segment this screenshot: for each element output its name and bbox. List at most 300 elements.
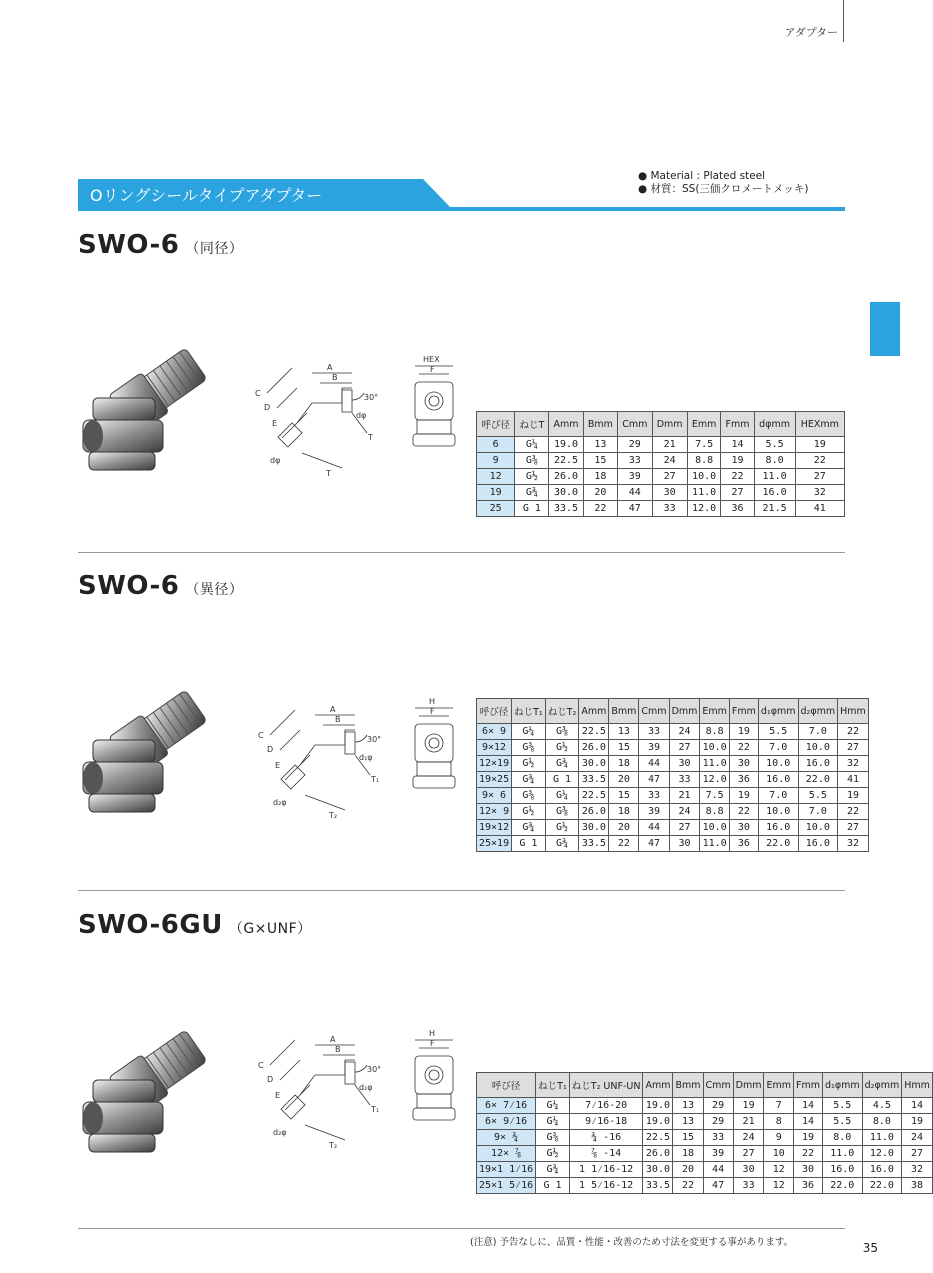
table-cell: 19 (795, 437, 844, 453)
table-cell: 27 (838, 740, 869, 756)
column-header: Cmm (703, 1073, 733, 1098)
table-cell: 14 (794, 1114, 823, 1130)
table-cell: 22 (838, 804, 869, 820)
table-cell: 27 (721, 485, 754, 501)
table-cell: 19 (729, 724, 758, 740)
table-cell: G½ (536, 1146, 570, 1162)
label-f: F (430, 1039, 435, 1048)
table-cell: G¼ (515, 437, 549, 453)
table-cell: 30.0 (579, 756, 609, 772)
spec-table-swo6gu (476, 1072, 933, 1194)
table-cell: 27 (652, 469, 687, 485)
column-header: ねじT₁ (512, 699, 546, 724)
footer-note: (注意) 予告なしに、品質・性能・改善のため寸法を変更する事があります。 (470, 1237, 794, 1248)
table-cell: 30 (669, 756, 700, 772)
table-cell: 20 (609, 820, 639, 836)
table-cell: 22.0 (862, 1178, 902, 1194)
table-cell: 26.0 (549, 469, 583, 485)
column-header: Fmm (794, 1073, 823, 1098)
section-title-swo6-same (78, 230, 243, 260)
table-cell: 10 (764, 1146, 794, 1162)
table-cell: 22.5 (549, 453, 583, 469)
table-cell: 10.0 (700, 820, 730, 836)
table-cell: 22 (729, 804, 758, 820)
table-cell: 33 (703, 1130, 733, 1146)
table-row (477, 724, 869, 740)
table-cell: 21 (733, 1114, 764, 1130)
table-cell: 27 (902, 1146, 933, 1162)
table-cell: 15 (609, 740, 639, 756)
section-title-swo6-reducer (78, 571, 243, 601)
table-cell: 33.5 (643, 1178, 673, 1194)
table-cell: 32 (795, 485, 844, 501)
table-cell: 7⁄16-20 (569, 1098, 643, 1114)
table-cell: 16.0 (758, 820, 798, 836)
table-cell: G¾ (515, 485, 549, 501)
table-cell: 8.0 (754, 453, 795, 469)
column-header: Hmm (838, 699, 869, 724)
label-e: E (275, 761, 281, 770)
table-cell: 24 (733, 1130, 764, 1146)
table-cell: 11.0 (822, 1146, 862, 1162)
table-cell: G⅜ (512, 788, 546, 804)
table-cell: 18 (583, 469, 617, 485)
table-row (477, 1130, 933, 1146)
column-header: Dmm (652, 412, 687, 437)
table-cell: G⅜ (515, 453, 549, 469)
dimension-drawing-swo6-same (252, 358, 377, 488)
column-header: Amm (549, 412, 583, 437)
table-cell: 27 (669, 820, 700, 836)
table-cell: 44 (639, 820, 669, 836)
nominal-size-cell: 25 (477, 501, 515, 517)
table-row (477, 756, 869, 772)
table-cell: 12.0 (862, 1146, 902, 1162)
table-cell: 22.0 (822, 1178, 862, 1194)
table-cell: 8.8 (700, 724, 730, 740)
table-cell: 26.0 (579, 740, 609, 756)
nominal-size-cell: 25×19 (477, 836, 512, 852)
table-cell: 11.0 (862, 1130, 902, 1146)
table-cell: 5.5 (758, 724, 798, 740)
table-cell: 32 (838, 756, 869, 772)
nominal-size-cell: 25×1 5⁄16 (477, 1178, 536, 1194)
table-cell: 16.0 (798, 756, 838, 772)
table-cell: 26.0 (643, 1146, 673, 1162)
table-row (477, 740, 869, 756)
section-subtitle: （同径） (185, 241, 244, 257)
table-cell: G¾ (545, 756, 579, 772)
table-cell: 22 (721, 469, 754, 485)
header-category-label: アダプター (784, 26, 838, 39)
table-cell: 11.0 (700, 756, 730, 772)
column-header: ねじT (515, 412, 549, 437)
table-row (477, 453, 845, 469)
table-cell: 22 (583, 501, 617, 517)
table-cell: 5.5 (798, 788, 838, 804)
label-d1phi: d₁φ (359, 753, 373, 762)
table-row (477, 485, 845, 501)
table-row (477, 1162, 933, 1178)
table-cell: 14 (721, 437, 754, 453)
table-cell: G⅜ (536, 1130, 570, 1146)
table-cell: 22.0 (758, 836, 798, 852)
table-cell: 15 (609, 788, 639, 804)
table-cell: 47 (618, 501, 652, 517)
dimension-drawing-swo6-reducer (255, 700, 380, 830)
table-cell: 22 (795, 453, 844, 469)
table-cell: 10.0 (798, 740, 838, 756)
table-cell: 8 (764, 1114, 794, 1130)
table-cell: 15 (583, 453, 617, 469)
table-cell: 11.0 (754, 469, 795, 485)
table-cell: G½ (545, 820, 579, 836)
table-cell: 11.0 (700, 836, 730, 852)
table-cell: 30 (733, 1162, 764, 1178)
table-cell: 30.0 (579, 820, 609, 836)
label-t2: T₂ (329, 811, 338, 820)
column-header: Emm (764, 1073, 794, 1098)
table-cell: G⅜ (545, 804, 579, 820)
column-header: dφmm (754, 412, 795, 437)
product-photo-swo6gu (75, 1030, 235, 1170)
table-cell: 13 (583, 437, 617, 453)
table-cell: G½ (512, 756, 546, 772)
label-f: F (430, 365, 435, 374)
column-header: d₂φmm (862, 1073, 902, 1098)
material-ja: ● 材質：SS(三価クロメートメッキ) (638, 183, 809, 195)
table-cell: 1 5⁄16-12 (569, 1178, 643, 1194)
table-cell: G¼ (512, 724, 546, 740)
table-cell: G 1 (515, 501, 549, 517)
column-header: ねじT₂ UNF-UN (569, 1073, 643, 1098)
label-d: D (264, 403, 271, 412)
table-cell: 39 (703, 1146, 733, 1162)
label-b: B (335, 1045, 341, 1054)
label-d2phi: d₂φ (273, 798, 287, 807)
label-d1phi: d₁φ (359, 1083, 373, 1092)
table-cell: 9 (764, 1130, 794, 1146)
table-cell: G¾ (545, 836, 579, 852)
nominal-size-cell: 19×25 (477, 772, 512, 788)
table-cell: 22.0 (798, 772, 838, 788)
side-index-tab (870, 302, 900, 356)
table-cell: 1 1⁄16-12 (569, 1162, 643, 1178)
table-cell: G 1 (512, 836, 546, 852)
table-cell: 27 (838, 820, 869, 836)
table-cell: 30 (729, 756, 758, 772)
table-cell: G 1 (545, 772, 579, 788)
table-cell: 22.5 (579, 724, 609, 740)
section-model: SWO-6 (78, 571, 180, 601)
header-divider (843, 0, 844, 42)
label-dphi-lower: dφ (270, 456, 281, 465)
table-cell: 20 (609, 772, 639, 788)
table-cell: 16.0 (754, 485, 795, 501)
table-cell: 16.0 (862, 1162, 902, 1178)
nominal-size-cell: 9× ¾ (477, 1130, 536, 1146)
table-cell: 22 (729, 740, 758, 756)
label-b: B (332, 373, 338, 382)
nominal-size-cell: 9×12 (477, 740, 512, 756)
table-cell: 19 (721, 453, 754, 469)
nominal-size-cell: 6 (477, 437, 515, 453)
label-e: E (272, 419, 278, 428)
column-header: 呼び径 (477, 412, 515, 437)
table-cell: 33 (652, 501, 687, 517)
column-header: d₁φmm (822, 1073, 862, 1098)
table-cell: 24 (652, 453, 687, 469)
table-cell: G½ (545, 740, 579, 756)
label-t2: T₂ (329, 1141, 338, 1150)
table-cell: 22 (794, 1146, 823, 1162)
table-row (477, 501, 845, 517)
table-cell: 22.5 (579, 788, 609, 804)
column-header: Fmm (729, 699, 758, 724)
table-cell: 21.5 (754, 501, 795, 517)
table-cell: 7.0 (798, 724, 838, 740)
table-cell: G¼ (536, 1098, 570, 1114)
table-cell: 29 (618, 437, 652, 453)
table-cell: 47 (639, 772, 669, 788)
label-f: F (430, 707, 435, 716)
table-row (477, 1146, 933, 1162)
label-angle: 30° (367, 1065, 382, 1074)
table-cell: 5.5 (822, 1098, 862, 1114)
table-cell: 21 (669, 788, 700, 804)
column-header: Emm (700, 699, 730, 724)
table-cell: 19 (838, 788, 869, 804)
table-cell: 19 (902, 1114, 933, 1130)
table-cell: 7.0 (758, 740, 798, 756)
table-cell: ⅞ -14 (569, 1146, 643, 1162)
table-cell: 33 (669, 772, 700, 788)
section-subtitle: （異径） (185, 582, 244, 598)
table-cell: 13 (673, 1098, 703, 1114)
column-header: Cmm (618, 412, 652, 437)
table-cell: 19 (733, 1098, 764, 1114)
table-cell: 8.8 (700, 804, 730, 820)
table-cell: ¾ -16 (569, 1130, 643, 1146)
table-cell: 24 (902, 1130, 933, 1146)
section-subtitle: （G×UNF） (228, 921, 312, 937)
table-cell: 30 (729, 820, 758, 836)
table-cell: 16.0 (758, 772, 798, 788)
nominal-size-cell: 19 (477, 485, 515, 501)
table-cell: 22 (609, 836, 639, 852)
table-cell: 39 (639, 804, 669, 820)
table-cell: 30.0 (643, 1162, 673, 1178)
table-cell: 30 (669, 836, 700, 852)
table-cell: 19 (794, 1130, 823, 1146)
table-cell: 11.0 (687, 485, 721, 501)
table-row (477, 469, 845, 485)
table-cell: 33 (733, 1178, 764, 1194)
table-cell: 7.0 (758, 788, 798, 804)
dimension-drawing-swo6gu (255, 1030, 380, 1160)
table-cell: 39 (618, 469, 652, 485)
nominal-size-cell: 9× 6 (477, 788, 512, 804)
column-header: Dmm (669, 699, 700, 724)
label-t: T (368, 433, 373, 442)
material-en: ● Material : Plated steel (638, 170, 766, 182)
label-d: D (267, 745, 274, 754)
label-a: A (327, 363, 333, 372)
section-model: SWO-6GU (78, 910, 223, 940)
table-cell: 7.0 (798, 804, 838, 820)
column-header: Amm (579, 699, 609, 724)
label-b: B (335, 715, 341, 724)
label-d: D (267, 1075, 274, 1084)
table-cell: G¼ (536, 1114, 570, 1130)
table-row (477, 772, 869, 788)
table-cell: 33.5 (549, 501, 583, 517)
table-row (477, 820, 869, 836)
table-cell: 12.0 (687, 501, 721, 517)
table-cell: 19.0 (549, 437, 583, 453)
nominal-size-cell: 6× 9 (477, 724, 512, 740)
spec-table-swo6-same (476, 411, 845, 517)
table-cell: 18 (673, 1146, 703, 1162)
table-cell: 13 (609, 724, 639, 740)
table-cell: 10.0 (798, 820, 838, 836)
table-cell: 12.0 (700, 772, 730, 788)
table-cell: 47 (703, 1178, 733, 1194)
table-cell: 27 (669, 740, 700, 756)
label-a: A (330, 705, 336, 714)
table-cell: 8.0 (822, 1130, 862, 1146)
table-cell: 33 (618, 453, 652, 469)
nominal-size-cell: 9 (477, 453, 515, 469)
end-view-swo6-same (405, 352, 465, 452)
nominal-size-cell: 12×19 (477, 756, 512, 772)
table-cell: 14 (902, 1098, 933, 1114)
table-row (477, 788, 869, 804)
table-cell: 22 (673, 1178, 703, 1194)
table-cell: G½ (515, 469, 549, 485)
table-cell: G 1 (536, 1178, 570, 1194)
table-row (477, 804, 869, 820)
table-row (477, 1098, 933, 1114)
table-cell: 36 (794, 1178, 823, 1194)
table-cell: 24 (669, 724, 700, 740)
table-cell: G¼ (545, 788, 579, 804)
table-cell: 44 (639, 756, 669, 772)
table-cell: 30 (794, 1162, 823, 1178)
table-cell: 4.5 (862, 1098, 902, 1114)
table-row (477, 1178, 933, 1194)
column-header: Cmm (639, 699, 669, 724)
column-header: Dmm (733, 1073, 764, 1098)
table-cell: 41 (795, 501, 844, 517)
table-cell: 27 (795, 469, 844, 485)
label-hex: HEX (423, 355, 440, 364)
footer-rule (78, 1228, 845, 1229)
table-cell: 7.5 (687, 437, 721, 453)
table-cell: 19 (729, 788, 758, 804)
table-cell: 8.0 (862, 1114, 902, 1130)
table-cell: G½ (512, 804, 546, 820)
label-h: H (429, 697, 436, 706)
label-h: H (429, 1029, 436, 1038)
table-cell: 33.5 (579, 772, 609, 788)
section-title-swo6gu (78, 910, 312, 940)
table-cell: 29 (703, 1114, 733, 1130)
table-cell: 36 (721, 501, 754, 517)
table-cell: 8.8 (687, 453, 721, 469)
column-header: 呼び径 (477, 699, 512, 724)
table-cell: 33.5 (579, 836, 609, 852)
banner-title: Oリングシールタイプアダプター (90, 186, 323, 205)
label-c: C (255, 389, 261, 398)
table-cell: 30.0 (549, 485, 583, 501)
table-cell: 47 (639, 836, 669, 852)
table-cell: 7.5 (700, 788, 730, 804)
table-cell: G¾ (512, 820, 546, 836)
table-cell: 21 (652, 437, 687, 453)
table-cell: 18 (609, 804, 639, 820)
table-cell: 41 (838, 772, 869, 788)
table-cell: 20 (673, 1162, 703, 1178)
table-cell: 19.0 (643, 1114, 673, 1130)
table-cell: 16.0 (822, 1162, 862, 1178)
table-cell: 22.5 (643, 1130, 673, 1146)
label-t-bottom: T (326, 469, 331, 478)
table-cell: 10.0 (758, 756, 798, 772)
table-cell: 36 (729, 772, 758, 788)
table-cell: 7 (764, 1098, 794, 1114)
label-e: E (275, 1091, 281, 1100)
column-header: Bmm (583, 412, 617, 437)
table-cell: 29 (703, 1098, 733, 1114)
table-cell: 44 (618, 485, 652, 501)
end-view-swo6gu (405, 1026, 465, 1126)
product-photo-swo6-reducer (75, 690, 235, 830)
table-cell: 33 (639, 724, 669, 740)
product-photo-swo6-same (75, 348, 235, 488)
table-cell: 14 (794, 1098, 823, 1114)
nominal-size-cell: 12 (477, 469, 515, 485)
table-cell: 10.0 (700, 740, 730, 756)
table-cell: 18 (609, 756, 639, 772)
nominal-size-cell: 6× 7⁄16 (477, 1098, 536, 1114)
table-cell: 16.0 (798, 836, 838, 852)
column-header: ねじT₁ (536, 1073, 570, 1098)
column-header: Emm (687, 412, 721, 437)
table-cell: 32 (902, 1162, 933, 1178)
table-cell: 15 (673, 1130, 703, 1146)
table-cell: 36 (729, 836, 758, 852)
table-cell: 13 (673, 1114, 703, 1130)
table-cell: 38 (902, 1178, 933, 1194)
nominal-size-cell: 12× ⅞ (477, 1146, 536, 1162)
table-cell: 9⁄16-18 (569, 1114, 643, 1130)
table-cell: 10.0 (687, 469, 721, 485)
column-header: d₁φmm (758, 699, 798, 724)
banner-underline (78, 207, 845, 211)
table-cell: 20 (583, 485, 617, 501)
column-header: Bmm (673, 1073, 703, 1098)
table-cell: 19.0 (643, 1098, 673, 1114)
table-cell: 5.5 (754, 437, 795, 453)
material-info (638, 170, 808, 196)
table-cell: 24 (669, 804, 700, 820)
table-cell: 39 (639, 740, 669, 756)
table-cell: 44 (703, 1162, 733, 1178)
label-dphi: dφ (356, 411, 367, 420)
section-model: SWO-6 (78, 230, 180, 260)
nominal-size-cell: 6× 9⁄16 (477, 1114, 536, 1130)
